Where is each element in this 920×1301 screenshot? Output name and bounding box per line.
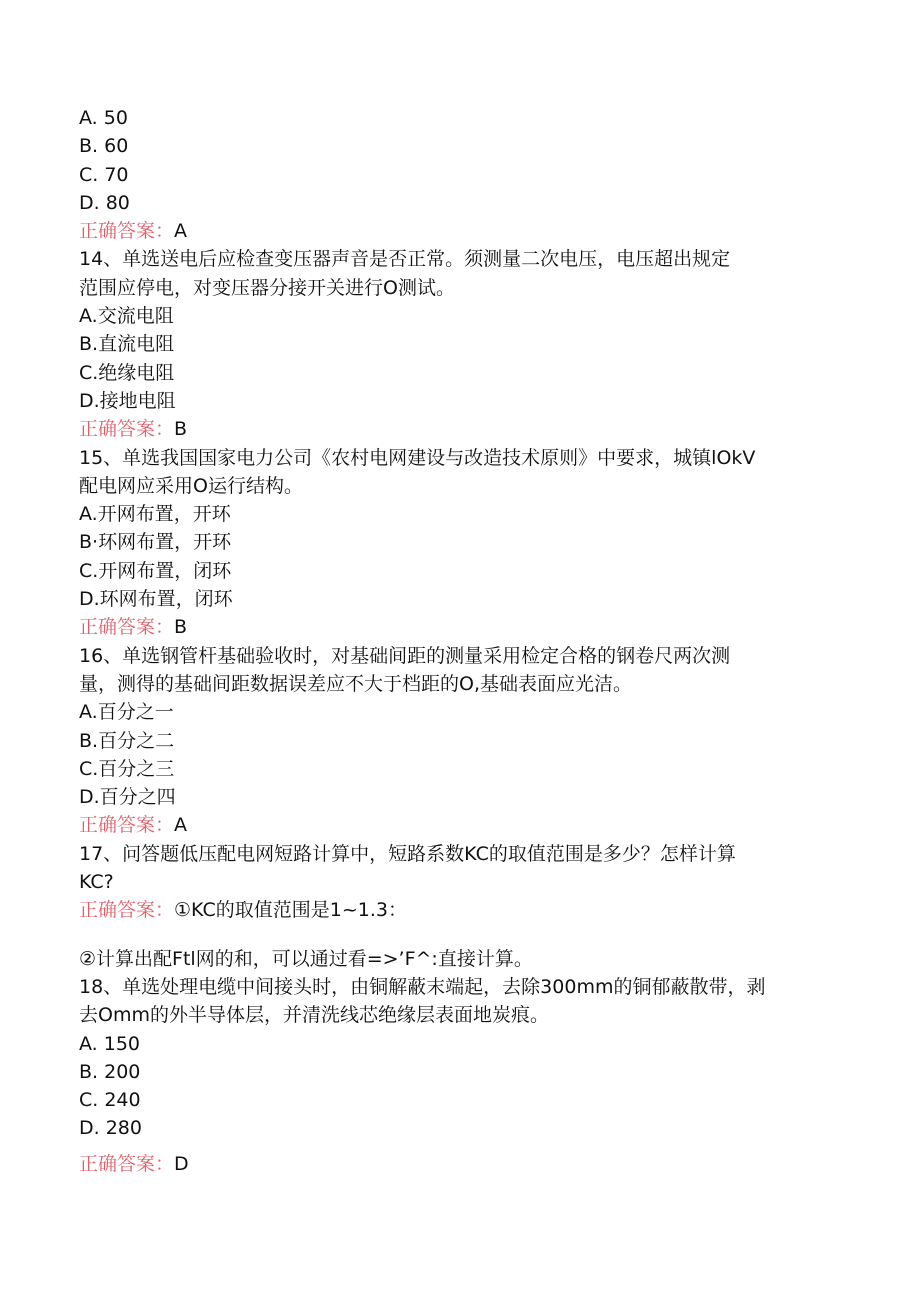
question-line: ②计算出配Ftl网的和，可以通过看=>’F^:直接计算。: [79, 947, 533, 970]
answer-label: 正确答案：: [79, 220, 175, 243]
answer-label: 正确答案：: [79, 616, 175, 639]
option-line: A. 50: [79, 107, 128, 129]
question-line: 配电网应采用O运行结构。: [79, 474, 303, 497]
option-line: C.开网布置，闭环: [79, 559, 232, 582]
option-line: A. 150: [79, 1032, 141, 1055]
question-line: 16、单选钢管杆基础验收时，对基础间距的测量采用检定合格的钢卷尺两次测: [79, 644, 731, 667]
option-line: B.直流电阻: [79, 333, 175, 356]
answer-line: [79, 613, 839, 641]
option-line: A.百分之一: [79, 701, 174, 724]
question-line: 量，测得的基础间距数据误差应不大于档距的O,基础表面应光洁。: [79, 672, 632, 695]
option-line: D. 80: [79, 191, 130, 214]
option-line: C.百分之三: [79, 757, 175, 780]
answer-value: A: [174, 220, 188, 243]
answer-value: D: [174, 1152, 189, 1175]
question-line: KC?: [79, 871, 114, 894]
answer-label: 正确答案：: [79, 1152, 175, 1175]
spacer: [79, 1143, 839, 1150]
option-line: D. 280: [79, 1117, 142, 1140]
option-line: D.环网布置，闭环: [79, 588, 233, 611]
question-line: 15、单选我国国家电力公司《农村电网建设与改造技术原则》中要求，城镇lOkV: [79, 446, 756, 469]
answer-value: A: [174, 814, 188, 837]
option-line: B. 200: [79, 1060, 141, 1083]
answer-line: [79, 415, 839, 443]
question-line: 去Omm的外半导体层，并清洗线芯绝缘层表面地炭痕。: [79, 1004, 549, 1027]
answer-label: 正确答案：: [79, 418, 175, 441]
answer-line: [79, 1150, 839, 1178]
answer-line: [79, 896, 839, 924]
answer-value: ①KC的取值范围是1~1.3：: [174, 899, 407, 922]
answer-line: [79, 811, 839, 839]
option-line: A.开网布置，开环: [79, 503, 231, 526]
answer-label: 正确答案：: [79, 899, 175, 922]
question-line: 14、单选送电后应检查变压器声音是否正常。须测量二次电压，电压超出规定: [79, 248, 731, 271]
option-line: D.接地电阻: [79, 389, 176, 412]
document-body: [79, 104, 839, 1178]
answer-value: B: [174, 418, 188, 441]
answer-line: [79, 217, 839, 245]
question-line: 17、问答题低压配电网短路计算中，短路系数KC的取值范围是多少？怎样计算: [79, 842, 736, 865]
question-line: 范围应停电，对变压器分接开关进行O测试。: [79, 276, 455, 299]
option-line: B.百分之二: [79, 729, 175, 752]
option-line: C.绝缘电阻: [79, 361, 175, 384]
option-line: D.百分之四: [79, 786, 176, 809]
spacer: [79, 925, 839, 945]
answer-label: 正确答案：: [79, 814, 175, 837]
option-line: C. 240: [79, 1089, 141, 1112]
option-line: B. 60: [79, 135, 129, 158]
answer-value: B: [174, 616, 188, 639]
option-line: B·环网布置，开环: [79, 531, 232, 554]
option-line: C. 70: [79, 163, 129, 186]
question-line: 18、单选处理电缆中间接头时，由铜解蔽末端起，去除300mm的铜郁蔽散带，剥: [79, 975, 766, 998]
option-line: A.交流电阻: [79, 305, 174, 328]
